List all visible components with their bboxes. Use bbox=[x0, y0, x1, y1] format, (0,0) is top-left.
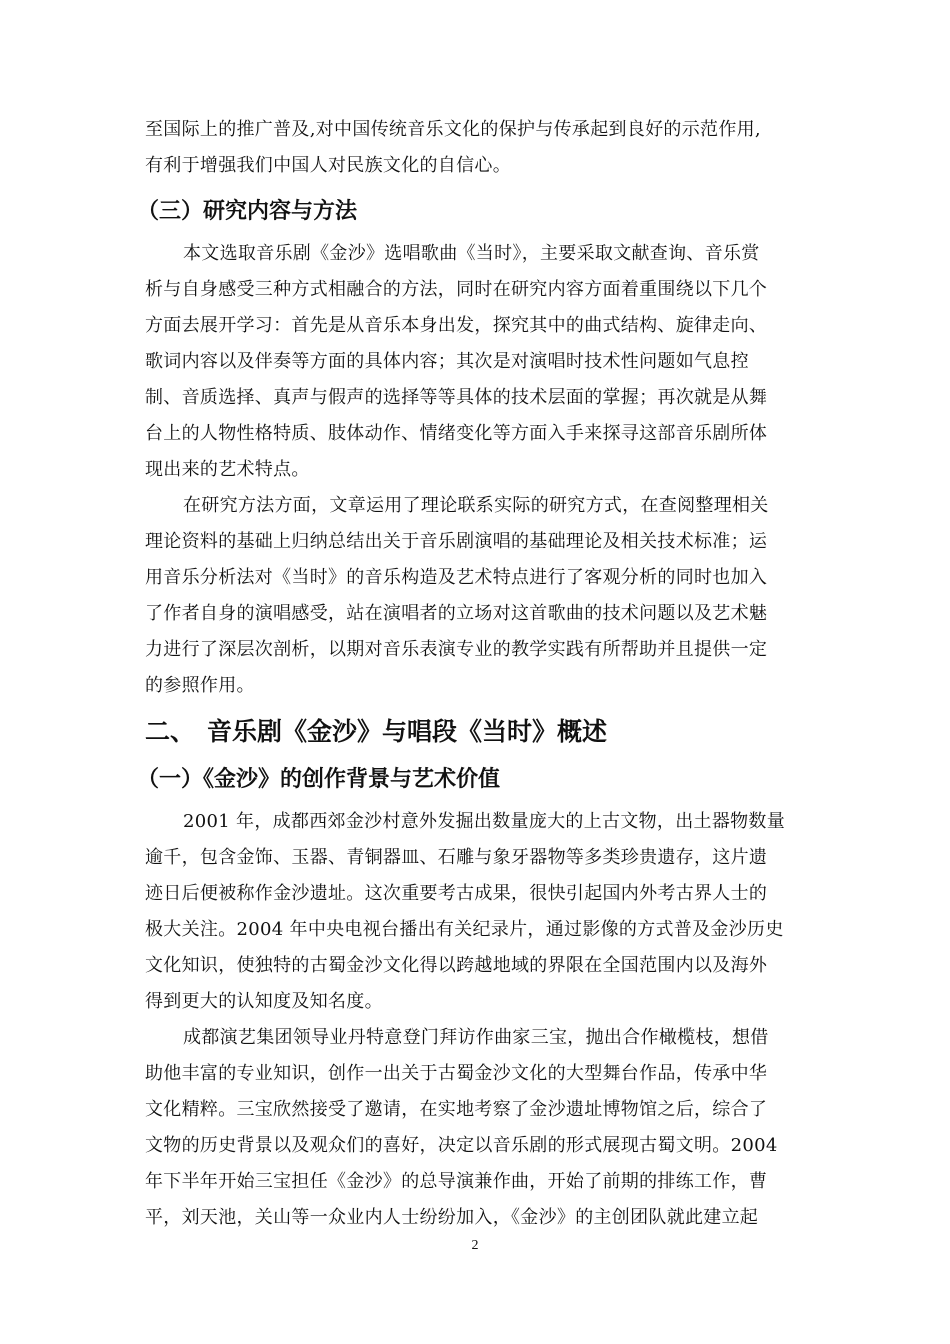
paragraph-line: 方面去展开学习：首先是从音乐本身出发，探究其中的曲式结构、旋律走向、 bbox=[145, 315, 768, 336]
paragraph-line: 制、音质选择、真声与假声的选择等等具体的技术层面的掌握；再次就是从舞 bbox=[145, 387, 768, 408]
paragraph-line: 的参照作用。 bbox=[145, 675, 255, 696]
paragraph-line: 得到更大的认知度及知名度。 bbox=[145, 991, 383, 1012]
paragraph-line: 文化精粹。三宝欣然接受了邀请，在实地考察了金沙遗址博物馆之后，综合了 bbox=[145, 1099, 768, 1120]
chapter-heading bbox=[145, 710, 607, 754]
chapter-number: 二、 bbox=[145, 717, 196, 746]
page-number: 2 bbox=[471, 1238, 479, 1253]
paragraph-line: 力进行了深层次剖析，以期对音乐表演专业的教学实践有所帮助并且提供一定 bbox=[145, 639, 768, 660]
paragraph-line: 至国际上的推广普及,对中国传统音乐文化的保护与传承起到良好的示范作用, bbox=[145, 119, 761, 140]
paragraph-line: 有利于增强我们中国人对民族文化的自信心。 bbox=[145, 155, 511, 176]
paragraph-line: 逾千，包含金饰、玉器、青铜器皿、石雕与象牙器物等多类珍贵遗存，这片遗 bbox=[145, 847, 768, 868]
paragraph-line: 迹日后便被称作金沙遗址。这次重要考古成果，很快引起国内外考古界人士的 bbox=[145, 883, 768, 904]
paragraph-line: 在研究方法方面，文章运用了理论联系实际的研究方式，在查阅整理相关 bbox=[183, 495, 769, 516]
paragraph-line: 文物的历史背景以及观众们的喜好，决定以音乐剧的形式展现古蜀文明。2004 bbox=[145, 1135, 778, 1156]
paragraph-line: 本文选取音乐剧《金沙》选唱歌曲《当时》，主要采取文献查询、音乐赏 bbox=[183, 243, 760, 264]
paragraph-line: 成都演艺集团领导业丹特意登门拜访作曲家三宝，抛出合作橄榄枝，想借 bbox=[183, 1027, 769, 1048]
paragraph-line: 平，刘天池，关山等一众业内人士纷纷加入，《金沙》的主创团队就此建立起 bbox=[145, 1207, 759, 1228]
paragraph-line: 用音乐分析法对《当时》的音乐构造及艺术特点进行了客观分析的同时也加入 bbox=[145, 567, 768, 588]
paragraph-line: 极大关注。2004 年中央电视台播出有关纪录片，通过影像的方式普及金沙历史 bbox=[145, 919, 784, 940]
paragraph-line: 理论资料的基础上归纳总结出关于音乐剧演唱的基础理论及相关技术标准；运 bbox=[145, 531, 768, 552]
paragraph-line: 助他丰富的专业知识，创作一出关于古蜀金沙文化的大型舞台作品，传承中华 bbox=[145, 1063, 768, 1084]
paragraph-line: 年下半年开始三宝担任《金沙》的总导演兼作曲，开始了前期的排练工作，曹 bbox=[145, 1171, 768, 1192]
subsection-heading: （一）《金沙》的创作背景与艺术价值 bbox=[137, 767, 501, 792]
paragraph-line: 台上的人物性格特质、肢体动作、情绪变化等方面入手来探寻这部音乐剧所体 bbox=[145, 423, 768, 444]
paragraph-line: 2001 年，成都西郊金沙村意外发掘出数量庞大的上古文物，出土器物数量 bbox=[183, 811, 786, 832]
paragraph-line: 文化知识，使独特的古蜀金沙文化得以跨越地域的界限在全国范围内以及海外 bbox=[145, 955, 768, 976]
paragraph-line: 歌词内容以及伴奏等方面的具体内容；其次是对演唱时技术性问题如气息控 bbox=[145, 351, 749, 372]
chapter-title: 音乐剧《金沙》与唱段《当时》概述 bbox=[207, 717, 608, 746]
section-heading: （三）研究内容与方法 bbox=[137, 199, 358, 224]
paragraph-line: 现出来的艺术特点。 bbox=[145, 459, 310, 480]
paragraph-line: 析与自身感受三种方式相融合的方法，同时在研究内容方面着重围绕以下几个 bbox=[145, 279, 768, 300]
paragraph-line: 了作者自身的演唱感受，站在演唱者的立场对这首歌曲的技术问题以及艺术魅 bbox=[145, 603, 768, 624]
